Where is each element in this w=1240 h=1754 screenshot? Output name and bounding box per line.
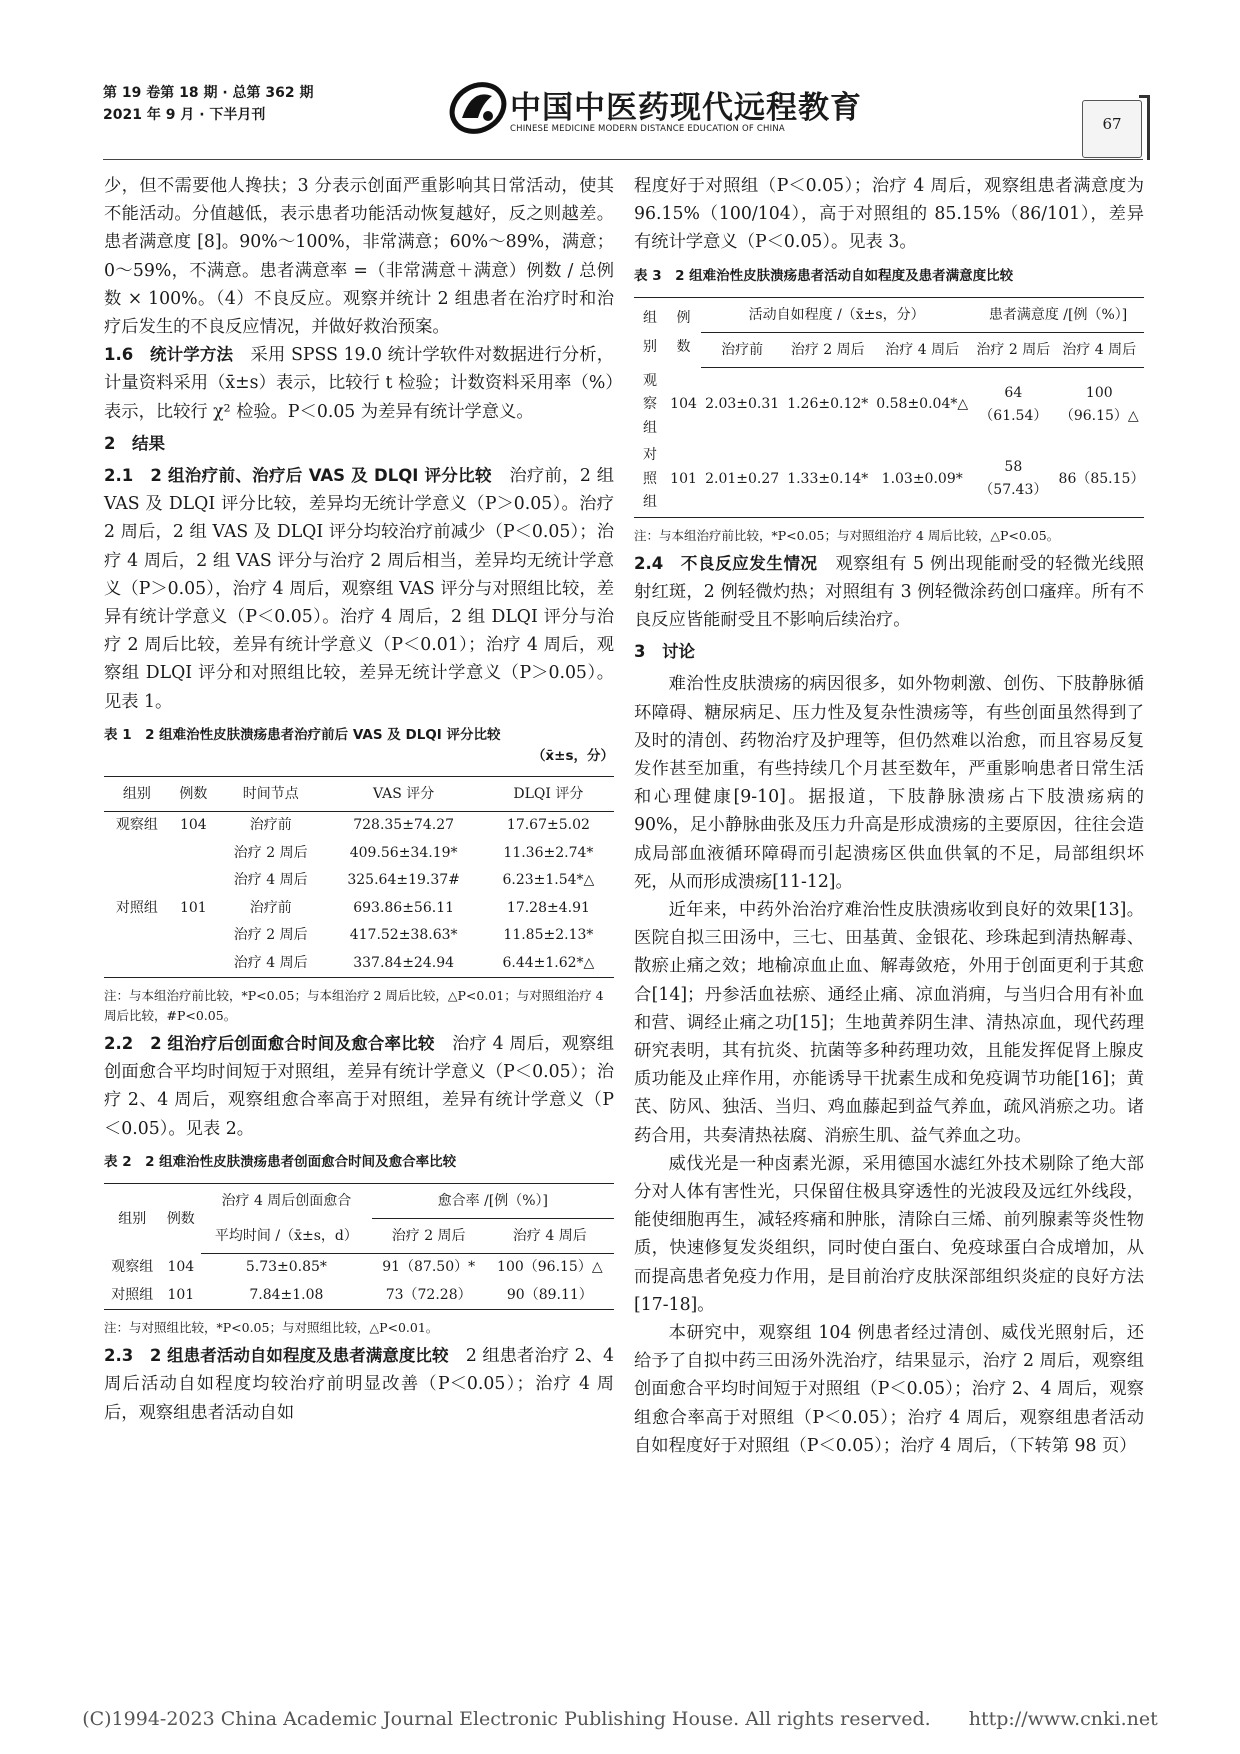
table-row	[634, 368, 1144, 443]
table-3-note: 注：与本组治疗前比较，*P<0.05；与对照组治疗 4 周后比较，△P<0.05。	[634, 527, 1060, 543]
table-cell: 7.84±1.08	[201, 1282, 372, 1310]
table-cell: 11.36±2.74*	[503, 844, 594, 861]
table-cell: 1.26±0.12*	[787, 396, 869, 413]
page-number: 67	[1102, 115, 1122, 133]
discussion-paragraph-4: 本研究中，观察组 104 例患者经过清创、威伐光照射后，还给予了自拟中药三田汤外洗治疗，结果显示，治疗 2 周后，观察组创面愈合平均时间短于对照组（P＜0.05）；治疗 2、4 周后，观察组愈合率高于对照组（P＜0.05）；治疗 4 周后，观察组患者活动自如程度好于对照组（P＜0.05）；治疗 4 周后，（下转第 98 页）	[634, 1323, 1144, 1456]
table-1-note: 注：与本组治疗前比较，*P<0.05；与本组治疗 2 周后比较，△P<0.01；与对照组治疗 4 周后比较，#P<0.05。	[104, 988, 604, 1024]
section-2-3-text: 2 组患者治疗 2、4 周后活动自如程度均较治疗前明显改善（P＜0.05）；治疗 4 周后，观察组患者活动自如	[104, 1346, 614, 1423]
table-cell: 86（85.15）	[1055, 442, 1144, 517]
table-row	[104, 812, 614, 840]
table-2-note: 注：与对照组比较，*P<0.05；与对照组比较，△P<0.01。	[104, 1320, 439, 1336]
issue-info	[103, 82, 314, 126]
section-2-4	[634, 550, 1144, 635]
table-1-header: 组别	[104, 776, 170, 811]
table-row	[104, 867, 614, 895]
section-2-title: 2 结果	[104, 433, 165, 453]
table-cell: 325.64±19.37#	[347, 872, 460, 889]
table-1-header: 时间节点	[217, 776, 324, 811]
table-cell: 101	[666, 442, 701, 517]
table-cell: 1.33±0.14*	[783, 442, 872, 517]
table-row	[104, 1282, 614, 1310]
section-2-1	[104, 462, 614, 716]
issue-volume: 第 19 卷第 18 期 · 总第 362 期	[103, 85, 314, 101]
table-2-caption: 表 2 2 组难治性皮肤溃疡患者创面愈合时间及愈合率比较	[104, 1153, 457, 1170]
table-cell: 104	[167, 1259, 195, 1276]
table-cell: 6.23±1.54*△	[502, 872, 595, 889]
table-1-unit: （x̄±s，分）	[531, 747, 614, 764]
table-row	[104, 950, 614, 978]
table-cell: 2.03±0.31	[705, 396, 780, 413]
table-cell: 100（96.15）△	[497, 1259, 603, 1276]
section-2-1-text: 治疗前，2 组 VAS 及 DLQI 评分比较，差异均无统计学意义（P＞0.05）。治疗 2 周后，2 组 VAS 及 DLQI 评分均较治疗前减少（P＜0.05）；治疗 4 周后，2 组 VAS 评分与治疗 2 周后相当，差异均无统计学意义（P＞0.05），治疗 4 周后，观察组 VAS 评分与对照组比较，差异有统计学意义（P＜0.05）。治疗 4 周后，2 组 DLQI 评分与治疗 2 周后比较，差异有统计学意义（P＜0.01）；治疗 4 周后，观察组 DLQI 评分和对照组比较，差异无统计学意义（P＞0.05）。见表 1。	[104, 466, 614, 712]
table-cell: 2.01±0.27	[701, 442, 783, 517]
table-cell: 观察组	[642, 372, 657, 436]
table-cell: 91（87.50）*	[382, 1259, 476, 1276]
table-cell: 104	[670, 396, 697, 413]
table-cell: 64（61.54）	[979, 384, 1048, 425]
table-cell: 417.52±38.63*	[349, 927, 458, 944]
section-2-2	[104, 1030, 614, 1143]
right-column	[634, 172, 1144, 1460]
table-row	[104, 1254, 614, 1282]
table-cell: 90（89.11）	[486, 1282, 614, 1310]
table-cell	[170, 922, 217, 950]
table-3-subheader: 治疗 2 周后	[972, 332, 1054, 367]
table-2	[104, 1183, 614, 1310]
table-cell: 17.67±5.02	[506, 817, 590, 834]
table-cell: 409.56±34.19*	[349, 844, 458, 861]
table-1-header: VAS 评分	[324, 776, 482, 811]
table-cell: 104	[179, 817, 207, 834]
section-2-4-title: 2.4 不良反应发生情况	[634, 553, 818, 573]
copyright-footer: (C)1994-2023 China Academic Journal Electronic Publishing House. All rights reserved. http://www.cnki.net	[82, 1708, 1158, 1730]
table-cell: 对照组	[634, 442, 666, 517]
table-cell: 6.44±1.62*△	[483, 950, 614, 978]
discussion-paragraph-3: 威伐光是一种卤素光源，采用德国水滤红外技术剔除了绝大部分对人体有害性光，只保留住极具穿透性的光波段及远红外线段，能使细胞再生，减轻疼痛和肿胀，清除白三烯、前列腺素等炎性物质，快速修复发炎组织，同时使白蛋白、免疫球蛋白合成增加，从而提高患者免疫力作用，是目前治疗皮肤深部组织炎症的良好方法[17-18]。	[634, 1153, 1144, 1315]
table-2-header: 愈合率 /[例（%）]	[372, 1183, 614, 1218]
table-cell: 观察组	[111, 1259, 154, 1276]
table-2-header: 治疗 2 周后	[372, 1219, 486, 1254]
table-3-subheader: 治疗 4 周后	[872, 332, 972, 367]
table-2-header: 治疗 4 周后	[486, 1219, 614, 1254]
section-1-6-text: 采用 SPSS 19.0 统计学软件对数据进行分析，计量资料采用（x̄±s）表示，比较行 t 检验；计数资料采用率（%）表示，比较行 χ² 检验。P＜0.05 为差异有统计学意义。	[104, 345, 614, 422]
table-cell: 5.73±0.85*	[245, 1259, 327, 1276]
journal-logo-icon	[448, 78, 508, 138]
table-row	[634, 442, 1144, 517]
journal-title-en: CHINESE MEDICINE MODERN DISTANCE EDUCATION OF CHINA	[510, 124, 785, 134]
table-1-header: DLQI 评分	[483, 776, 614, 811]
paragraph-2-3-continued: 程度好于对照组（P＜0.05）；治疗 4 周后，观察组患者满意度为 96.15%（100/104），高于对照组的 85.15%（86/101），差异有统计学意义（P＜0.05）。见表 3。	[634, 176, 1144, 253]
table-3-header: 患者满意度 /[例（%）]	[972, 297, 1144, 332]
table-1-caption: 表 1 2 组难治性皮肤溃疡患者治疗前后 VAS 及 DLQI 评分比较	[104, 726, 501, 743]
left-column	[104, 172, 614, 1427]
section-2-3-title: 2.3 2 组患者活动自如程度及患者满意度比较	[104, 1346, 449, 1366]
table-3-header: 例数	[666, 297, 701, 367]
table-cell: 101	[160, 1282, 201, 1310]
table-cell: 治疗前	[249, 899, 292, 916]
section-1-6	[104, 341, 614, 426]
issue-date: 2021 年 9 月 · 下半月刊	[103, 107, 266, 123]
table-cell: 337.84±24.94	[324, 950, 482, 978]
table-cell: 治疗前	[249, 817, 292, 834]
table-cell: 101	[179, 899, 207, 916]
table-cell: 治疗 4 周后	[217, 950, 324, 978]
table-3-caption: 表 3 2 组难治性皮肤溃疡患者活动自如程度及患者满意度比较	[634, 267, 1014, 284]
page-number-tab	[1082, 100, 1142, 158]
discussion-paragraph-2: 近年来，中药外治治疗难治性皮肤溃疡收到良好的效果[13]。医院自拟三田汤中，三七、田基黄、金银花、珍珠起到清热解毒、散瘀止痛之效；地榆凉血止血、解毒敛疮，外用于创面更利于其愈合[14]；丹参活血祛瘀、通经止痛、凉血消痈，与当归合用有补血和营、调经止痛之功[15]；生地黄养阴生津、清热凉血，现代药理研究表明，其有抗炎、抗菌等多种药理功效，且能发挥促肾上腺皮质功能及止痒作用，亦能诱导干扰素生成和免疫调节功能[16]；黄芪、防风、独活、当归、鸡血藤起到益气养血，疏风消瘀之功。诸药合用，共奏清热祛腐、消瘀生肌、益气养血之功。	[634, 899, 1144, 1146]
header-rule	[103, 159, 1143, 160]
table-cell	[170, 867, 217, 895]
table-row	[104, 840, 614, 868]
table-cell: 1.03±0.09*	[872, 442, 972, 517]
table-1-header: 例数	[170, 776, 217, 811]
table-cell: 观察组	[115, 817, 158, 834]
section-2-4-text: 观察组有 5 例出现能耐受的轻微光线照射红斑，2 例轻微灼热；对照组有 3 例轻微涂药创口瘙痒。所有不良反应皆能耐受且不影响后续治疗。	[634, 553, 1144, 630]
journal-title: 中国中医药现代远程教育	[510, 90, 862, 126]
table-cell: 治疗 2 周后	[233, 844, 308, 861]
table-cell: 对照组	[115, 899, 158, 916]
table-1	[104, 776, 614, 978]
table-cell: 11.85±2.13*	[503, 927, 594, 944]
table-cell: 17.28±4.91	[506, 899, 590, 916]
section-3-title: 3 讨论	[634, 642, 695, 662]
table-cell: 100（96.15）△	[1059, 384, 1139, 425]
section-2-1-title: 2.1 2 组治疗前、治疗后 VAS 及 DLQI 评分比较	[104, 466, 492, 486]
discussion-paragraph-1: 难治性皮肤溃疡的病因很多，如外物刺激、创伤、下肢静脉循环障碍、糖尿病足、压力性及复杂性溃疡等，有些创面虽然得到了及时的清创、药物治疗及护理等，但仍然难以治愈，而且容易反复发作甚至加重，有些持续几个月甚至数年，严重影响患者日常生活和心理健康[9-10]。据报道，下肢静脉溃疡占下肢溃疡病的 90%，足小静脉曲张及压力升高是形成溃疡的主要原因，往往会造成局部血液循环障碍而引起溃疡区供血供氧的不足，局部组织坏死，从而形成溃疡[11-12]。	[634, 674, 1144, 892]
table-cell	[104, 950, 170, 978]
journal-masthead	[448, 78, 1008, 146]
table-3-header: 活动自如程度 /（x̄±s，分）	[701, 297, 972, 332]
table-row	[104, 922, 614, 950]
table-3-subheader: 治疗 2 周后	[783, 332, 872, 367]
section-2-3	[104, 1342, 614, 1427]
table-3-subheader: 治疗前	[701, 332, 783, 367]
table-cell	[104, 867, 170, 895]
table-2-header: 治疗 4 周后创面愈合	[201, 1183, 372, 1218]
table-cell: 58（57.43）	[972, 442, 1054, 517]
table-cell: 对照组	[104, 1282, 160, 1310]
table-3-subheader: 治疗 4 周后	[1055, 332, 1144, 367]
section-1-6-title: 1.6 统计学方法	[104, 345, 234, 365]
table-cell: 693.86±56.11	[353, 899, 455, 916]
table-3	[634, 297, 1144, 518]
table-cell	[170, 840, 217, 868]
table-cell: 73（72.28）	[372, 1282, 486, 1310]
table-2-header: 例数	[160, 1183, 201, 1253]
section-2-2-title: 2.2 2 组治疗后创面愈合时间及愈合率比较	[104, 1034, 435, 1054]
table-cell	[170, 950, 217, 978]
table-3-header: 组别	[634, 297, 666, 367]
table-cell	[104, 840, 170, 868]
table-cell: 治疗 4 周后	[233, 872, 308, 889]
paragraph-scoring: 少，但不需要他人搀扶；3 分表示创面严重影响其日常活动，使其不能活动。分值越低，表示患者功能活动恢复越好，反之则越差。患者满意度 [8]。90%～100%，非常满意；60%～89%，满意；0～59%，不满意。患者满意率 =（非常满意＋满意）例数 / 总例数 × 100%。（4）不良反应。观察并统计 2 组患者在治疗时和治疗后发生的不良反应情况，并做好救治预案。	[104, 176, 614, 338]
table-2-header: 组别	[104, 1183, 160, 1253]
table-cell: 治疗 2 周后	[233, 927, 308, 944]
table-cell	[104, 922, 170, 950]
section-2-2-text: 治疗 4 周后，观察组创面愈合平均时间短于对照组，差异有统计学意义（P＜0.05）；治疗 2、4 周后，观察组愈合率高于对照组，差异有统计学意义（P＜0.05）。见表 2。	[104, 1034, 614, 1139]
table-cell: 728.35±74.27	[353, 817, 455, 834]
table-2-header: 平均时间 /（x̄±s，d）	[201, 1219, 372, 1254]
table-row	[104, 895, 614, 923]
table-cell: 0.58±0.04*△	[876, 396, 969, 413]
